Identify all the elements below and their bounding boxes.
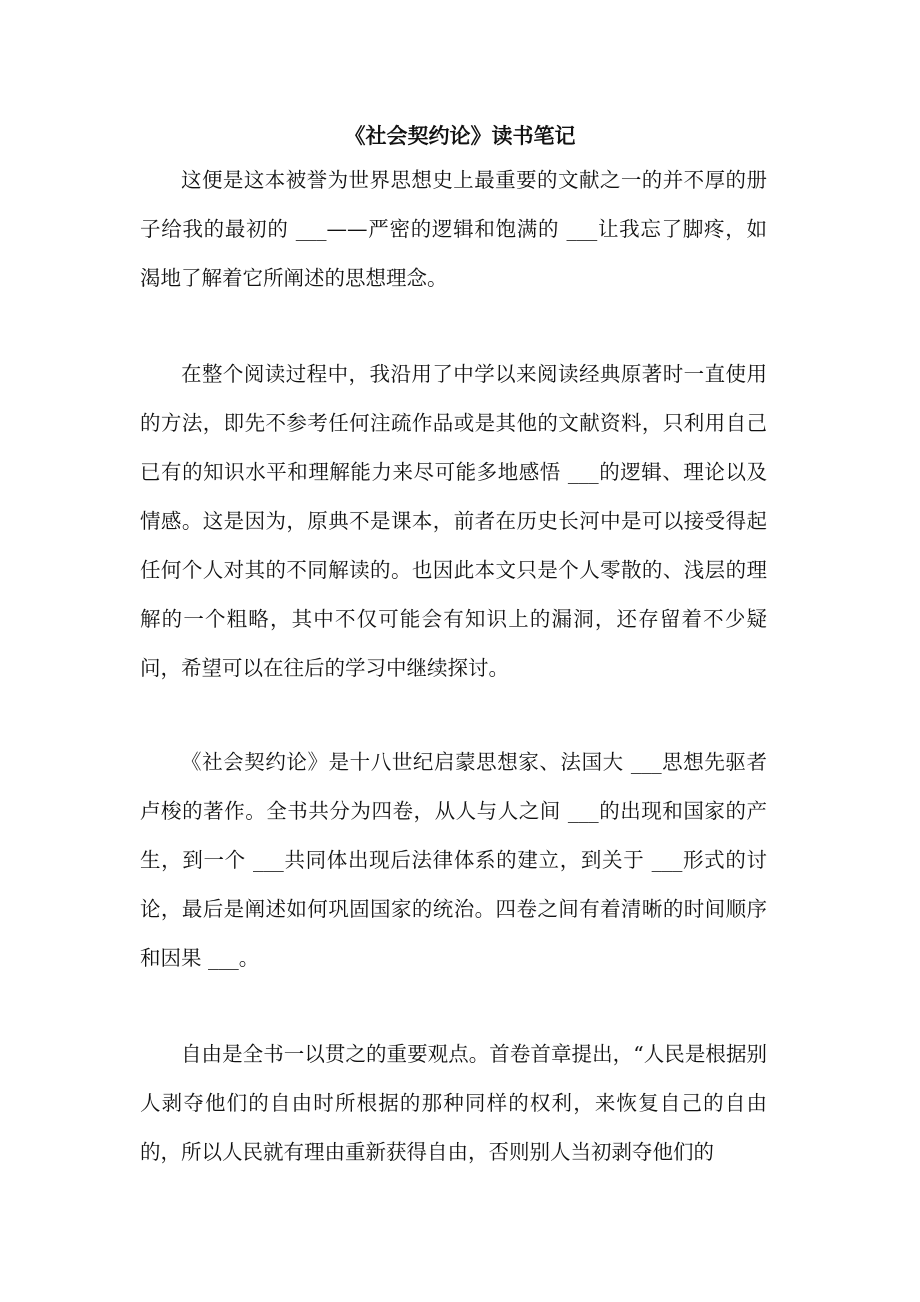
paragraph-book-overview: 《社会契约论》是十八世纪启蒙思想家、法国大 ___思想先驱者卢梭的著作。全书共分为四卷，从人与人之间 ___的出现和国家的产生，到一个 ___共同体出现后法律体系的建立，到关于 ___形式的讨论，最后是阐述如何巩固国家的统治。四卷之间有着清晰的时间顺序和因果 ___。 [140, 750, 767, 970]
paragraph-reading-method: 在整个阅读过程中，我沿用了中学以来阅读经典原著时一直使用的方法，即先不参考任何注疏作品或是其他的文献资料，只利用自己已有的知识水平和理解能力来尽可能多地感悟 ___的逻辑、理论以及情感。这是因为，原典不是课本，前者在历史长河中是可以接受得起任何个人对其的不同解读的。也因此本文只是个人零散的、浅层的理解的一个粗略，其中不仅可能会有知识上的漏洞，还存留着不少疑问，希望可以在往后的学习中继续探讨。 [140, 362, 767, 680]
paragraph-intro: 这便是这本被誉为世界思想史上最重要的文献之一的并不厚的册子给我的最初的 ___——严密的逻辑和饱满的 ___让我忘了脚疼，如渴地了解着它所阐述的思想理念。 [140, 168, 767, 290]
paragraph-freedom: 自由是全书一以贯之的重要观点。首卷首章提出，“人民是根据别人剥夺他们的自由时所根据的那种同样的权利，来恢复自己的自由的，所以人民就有理由重新获得自由，否则别人当初剥夺他们的 [140, 1042, 767, 1164]
document-title: 《社会契约论》读书笔记 [344, 123, 576, 148]
